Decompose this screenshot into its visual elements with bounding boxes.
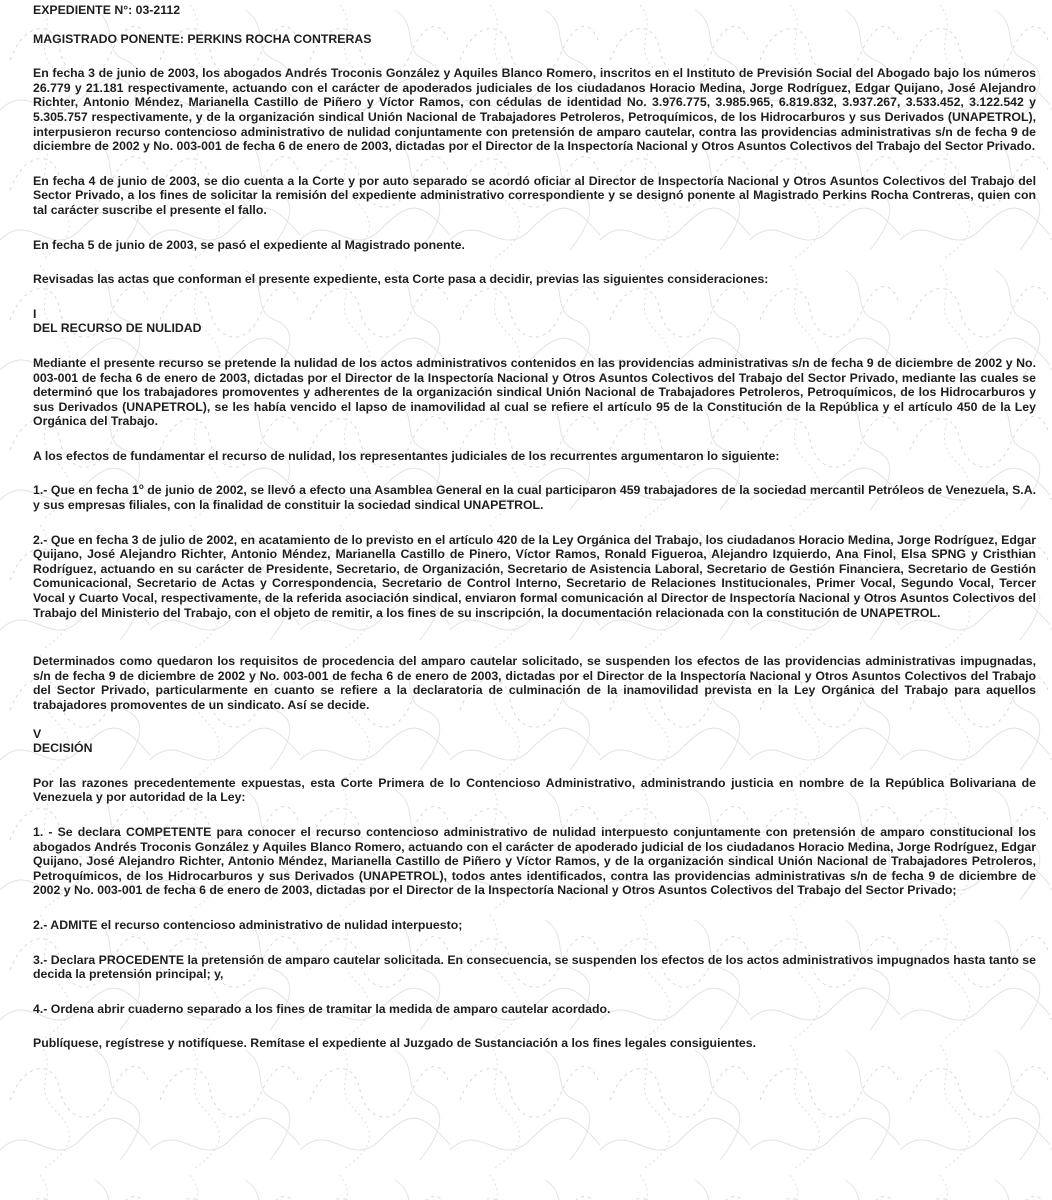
section-title: DEL RECURSO DE NULIDAD [33,321,202,336]
paragraph-filing: En fecha 3 de junio de 2003, los abogados Andrés Troconis González y Aquiles Blanco Romero, inscritos en el Instituto de Previsión Social del Abogado bajo los números 26.779 y 21.181 respectivamente, actuando con el carácter de apoderados judiciales de los ciudadanos Horacio Medina, Jorge Rodríguez, Edgar Quijano, José Alejandro Richter, Antonio Méndez, Marianella Castillo de Piñero y Víctor Ramos, con cédulas de identidad No. 3.976.775, 3.985.965, 6.819.832, 3.937.267, 3.533.452, 3.122.542 y 5.305.757 respectivamente, y de la organización sindical Unión Nacional de Trabajadores Petroleros, Petroquímicos, de los Hidrocarburos y sus Derivados (UNAPETROL), interpusieron recurso contencioso administrativo de nulidad conjuntamente con pretensión de amparo cautelar, contra las providencias administrativas s/n de fecha 9 de diciembre de 2002 y No. 003-001 de fecha 6 de enero de 2003, dictadas por el Director de la Inspectoría Nacional y Otros Asuntos Colectivos del Trabajo del Sector Privado. [33,66,1036,154]
section-heading-nulidad [33,307,1036,336]
decision-closing: Publíquese, regístrese y notifíquese. Remítase el expediente al Juzgado de Sustanciación a los fines legales consiguientes. [33,1036,757,1051]
argument-item-2: 2.- Que en fecha 3 de julio de 2002, en acatamiento de lo previsto en el artículo 420 de la Ley Orgánica del Trabajo, los ciudadanos Horacio Medina, Jorge Rodríguez, Edgar Quijano, José Alejandro Richter, Antonio Méndez, Marianella Castillo de Pinero, Víctor Ramos, Ronald Figueroa, Alejandro Izquierdo, Ana Finol, Elsa SPNG y Cristhian Rodríguez, actuando en su carácter de Presidente, Secretario, de Organización, Secretario de Asistencia Laboral, Secretario de Gestión Financiera, Secretario de Gestión Comunicacional, Secretario de Actas y Correspondencia, Secretario de Control Interno, Secretario de Relaciones Institucionales, Primer Vocal, Segundo Vocal, Tercer Vocal y Cuarto Vocal, respectivamente, de la referida asociación sindical, enviaron formal comunicación al Director de Inspectoría Nacional y Otros Asuntos Colectivos del Trabajo del Ministerio del Trabajo, con el objeto de remitir, a los fines de su inscripción, la documentación relacionada con la constitución de UNAPETROL. [33,532,1036,620]
paragraph-arguments-intro: A los efectos de fundamentar el recurso de nulidad, los representantes judiciales de los recurrentes argumentaron lo siguiente: [33,448,780,463]
paragraph-determinados: Determinados como quedaron los requisitos de procedencia del amparo cautelar solicitado, se suspenden los efectos de las providencias administrativas impugnadas, s/n de fecha 9 de diciembre de 2002 y No. 003-001 de fecha 6 de enero de 2003, dictadas por el Director de la Inspectoría Nacional y Otros Asuntos Colectivos del Trabajo del Sector Privado, particularmente en cuanto se refiere a la declaratoria de culminación de la inamovilidad prevista en la Ley Orgánica del Trabajo para aquellos trabajadores promoventes de un sindicato. Así se decide. [33,654,1036,712]
paragraph-nulidad-purpose: Mediante el presente recurso se pretende la nulidad de los actos administrativos contenidos en las providencias administrativas s/n de fecha 9 de diciembre de 2002 y No. 003-001 de fecha 6 de enero de 2003, dictadas por el Director de la Inspectoría Nacional y Otros Asuntos Colectivos del Trabajo del Sector Privado, mediante las cuales se determinó que los trabajadores promoventes y adherentes de la organización sindical Unión Nacional de Trabajadores Petroleros, Petroquímicos, de los Hidrocarburos y sus Derivados (UNAPETROL), se les había vencido el lapso de inamovilidad al cual se refiere el artículo 95 de la Constitución de la República y el artículo 450 de la Ley Orgánica del Trabajo. [33,355,1036,429]
section-number: V [33,726,42,741]
decision-item-4: 4.- Ordena abrir cuaderno separado a los fines de tramitar la medida de amparo cautelar acordado. [33,1001,611,1016]
decision-item-3: 3.- Declara PROCEDENTE la pretensión de amparo cautelar solicitada. En consecuencia, se suspenden los efectos de los actos administrativos impugnados hasta tanto se decida la pretensión principal; y, [33,952,1036,982]
decision-intro: Por las razones precedentemente expuestas, esta Corte Primera de lo Contencioso Administrativo, administrando justicia en nombre de la República Bolivariana de Venezuela y por autoridad de la Ley: [33,775,1036,805]
paragraph-court-notice: En fecha 4 de junio de 2003, se dio cuenta a la Corte y por auto separado se acordó oficiar al Director de Inspectoría Nacional y Otros Asuntos Colectivos del Trabajo del Sector Privado, a los fines de solicitar la remisión del expediente administrativo correspondiente y se designó ponente al Magistrado Perkins Rocha Contreras, quien con tal carácter suscribe el presente el fallo. [33,173,1036,217]
section-title: DECISIÓN [33,741,93,756]
section-heading-decision [33,727,1036,756]
argument-item-1-text-b: de junio de 2002, se llevó a efecto una Asamblea General en la cual participaron 459 trabajadores de la sociedad mercantil Petróleos de Venezuela, S.A. y sus empresas filiales, con la finalidad de constituir la sociedad sindical UNAPETROL. [33,483,1036,513]
ordinal-superscript: o [138,482,144,492]
decision-item-1: 1. - Se declara COMPETENTE para conocer el recurso contencioso administrativo de nulidad interpuesto conjuntamente con pretensión de amparo constitucional los abogados Andrés Troconis González y Aquiles Blanco Romero, actuando con el carácter de apoderado judicial de los ciudadanos Horacio Medina, Jorge Rodríguez, Edgar Quijano, José Alejandro Richter, Antonio Méndez, Marianella Castillo de Piñero y Víctor Ramos, y de la organización sindical Unión Nacional de Trabajadores Petroleros, Petroquímicos, de los Hidrocarburos y sus Derivados (UNAPETROL), todos antes identificados, contra las providencias administrativas s/n de fecha 9 de diciembre de 2002 y No. 003-001 de fecha 6 de enero de 2003, dictadas por el Director de la Inspectoría Nacional y Otros Asuntos Colectivos del Trabajo del Sector Privado; [33,824,1036,898]
magistrate-rapporteur: MAGISTRADO PONENTE: PERKINS ROCHA CONTRERAS [33,31,372,46]
section-number: I [33,306,37,321]
decision-item-2: 2.- ADMITE el recurso contencioso administrativo de nulidad interpuesto; [33,917,463,932]
paragraph-review: Revisadas las actas que conforman el presente expediente, esta Corte pasa a decidir, previas las siguientes consideraciones: [33,272,769,287]
argument-item-1 [33,483,1036,512]
paragraph-transfer: En fecha 5 de junio de 2003, se pasó el expediente al Magistrado ponente. [33,237,465,252]
argument-item-1-text-a: 1.- Que en fecha 1 [33,483,139,498]
case-number: EXPEDIENTE N°: 03-2112 [33,3,181,17]
